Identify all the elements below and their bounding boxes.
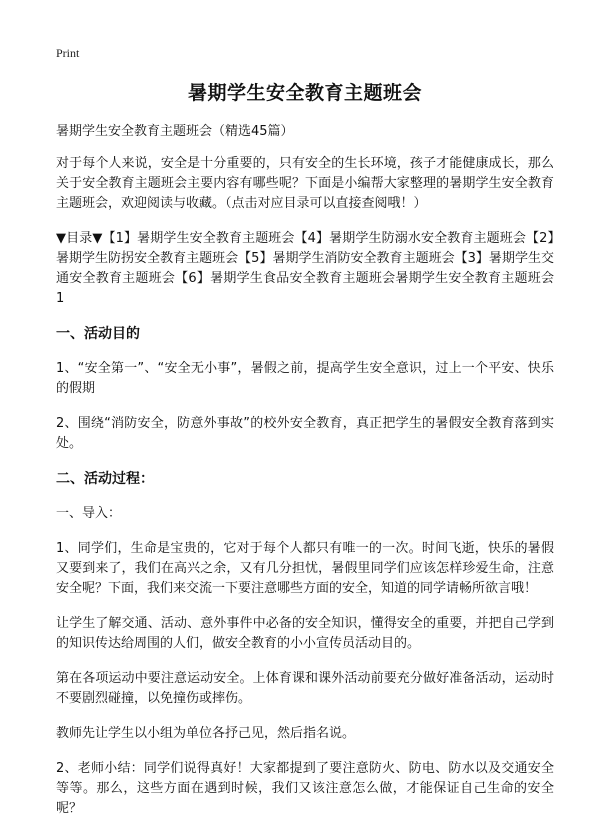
section-heading-process: 二、活动过程： [56, 471, 154, 487]
toc-link-1[interactable]: 【1】暑期学生安全教育主题班会 [102, 231, 295, 246]
toc-suffix: 暑期学生安全教育主题班会 1 [56, 271, 554, 306]
toc-link-2[interactable]: 【2】暑期学生防拐安全教育主题班会 [56, 231, 554, 266]
toc-link-4[interactable]: 【4】暑期学生防溺水安全教育主题班会 [294, 231, 526, 246]
process-paragraph-2: 让学生了解交通、活动、意外事件中必备的安全知识，懂得安全的重要，并把自己学到的知识传达给周围的人们，做安全教育的小小宣传员活动目的。 [56, 616, 554, 651]
section-heading-purpose: 一、活动目的 [56, 326, 140, 342]
document-body [56, 122, 554, 834]
purpose-paragraph-1: 1、“安全第一”、“安全无小事”，暑假之前，提高学生安全意识，过上一个平安、快乐的假期 [56, 361, 554, 396]
process-paragraph-3: 第在各项运动中要注意运动安全。上体育课和课外活动前要充分做好准备活动，运动时不要剧烈碰撞，以免撞伤或摔伤。 [56, 671, 554, 706]
toc-link-3[interactable]: 【3】暑期学生交通安全教育主题班会 [56, 251, 554, 286]
process-subheading-intro: 一、导入： [56, 506, 122, 521]
table-of-contents [56, 229, 554, 309]
toc-link-6[interactable]: 【6】暑期学生食品安全教育主题班会 [175, 271, 396, 286]
toc-prefix: ▼目录▼ [56, 231, 103, 246]
document-title: 暑期学生安全教育主题班会 [187, 82, 422, 104]
intro-paragraph: 对于每个人来说，安全是十分重要的，只有安全的生长环境，孩子才能健康成长，那么关于安全教育主题班会主要内容有哪些呢？下面是小编帮大家整理的暑期学生安全教育主题班会，欢迎阅读与收藏。（点击对应目录可以直接查阅哦！） [56, 156, 554, 211]
toc-link-5[interactable]: 【5】暑期学生消防安全教育主题班会 [238, 251, 455, 266]
document-subtitle: 暑期学生安全教育主题班会（精选45篇） [56, 124, 294, 139]
process-paragraph-1: 1、同学们，生命是宝贵的，它对于每个人都只有唯一的一次。时间飞逝，快乐的暑假又要到来了，我们在高兴之余，又有几分担忧，暑假里同学们应该怎样珍爱生命，注意安全呢？下面，我们来交流一下要注意哪些方面的安全，知道的同学请畅所欲言哦！ [56, 541, 554, 596]
print-link[interactable]: Print [56, 46, 80, 60]
process-paragraph-5: 2、老师小结：同学们说得真好！大家都提到了要注意防火、防电、防水以及交通安全等等。那么，这些方面在遇到时候，我们又该注意怎么做，才能保证自己生命的安全呢？ [56, 761, 554, 816]
process-paragraph-4: 教师先让学生以小组为单位各抒己见，然后指名说。 [56, 726, 356, 741]
purpose-paragraph-2: 2、围绕“消防安全，防意外事故”的校外安全教育，真正把学生的暑假安全教育落到实处。 [56, 416, 554, 451]
